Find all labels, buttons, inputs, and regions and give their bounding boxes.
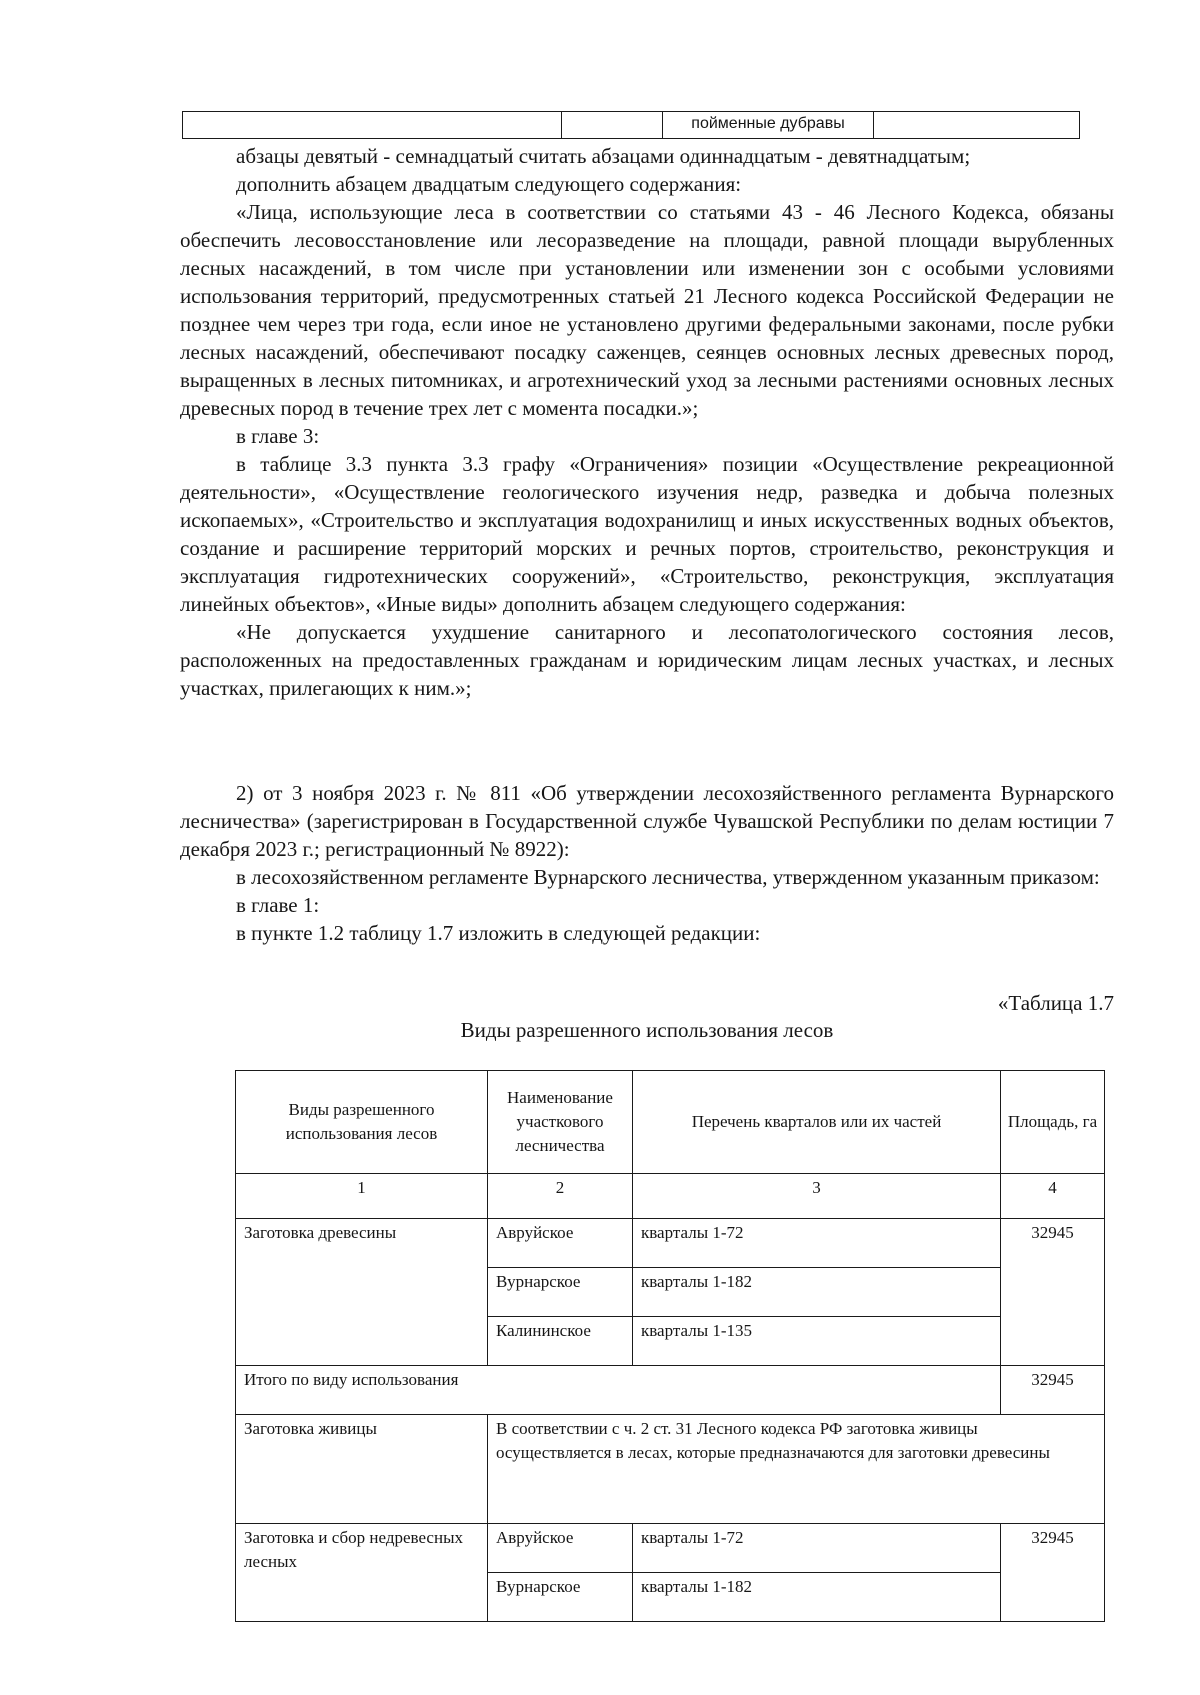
quarters-cell: кварталы 1-72 bbox=[633, 1524, 1001, 1573]
note-cell: В соответствии с ч. 2 ст. 31 Лесного кодекса РФ заготовка живицы осуществляется в лесах, которые предназначаются для заготовки древесины bbox=[488, 1415, 1105, 1524]
forestry-cell: Вурнарское bbox=[488, 1573, 633, 1622]
column-number: 4 bbox=[1001, 1174, 1105, 1219]
total-area: 32945 bbox=[1001, 1366, 1105, 1415]
forestry-cell: Вурнарское bbox=[488, 1268, 633, 1317]
forestry-cell: Авруйское bbox=[488, 1524, 633, 1573]
table-cell bbox=[183, 112, 562, 138]
table-cell: пойменные дубравы bbox=[663, 112, 874, 138]
use-kind-cell: Заготовка древесины bbox=[236, 1219, 488, 1366]
paragraph: «Не допускается ухудшение санитарного и лесопатологического состояния лесов, расположенных на предоставленных гражданам и юридическим лицам лесных участках, и лесных участках, прилегающих к ним.»; bbox=[180, 620, 1114, 700]
quarters-cell: кварталы 1-72 bbox=[633, 1219, 1001, 1268]
paragraph: в главе 3: bbox=[236, 424, 320, 448]
area-cell: 32945 bbox=[1001, 1219, 1105, 1366]
paragraph: в пункте 1.2 таблицу 1.7 изложить в следующей редакции: bbox=[236, 921, 761, 945]
column-number: 3 bbox=[633, 1174, 1001, 1219]
use-kind-cell: Заготовка и сбор недревесных лесных bbox=[236, 1524, 488, 1622]
table-row bbox=[236, 1415, 1105, 1524]
column-number-row bbox=[236, 1174, 1105, 1219]
table-header-row bbox=[236, 1071, 1105, 1174]
forestry-cell: Авруйское bbox=[488, 1219, 633, 1268]
header-cell: Виды разрешенного использования лесов bbox=[236, 1071, 488, 1174]
table-row bbox=[236, 1219, 1105, 1268]
paragraph: 2) от 3 ноября 2023 г. № 811 «Об утверждении лесохозяйственного регламента Вурнарского лесничества» (зарегистрирован в Государственной службе Чувашской Республики по делам юстиции 7 декабря 2023 г.; регистрационный № 8922): bbox=[180, 781, 1114, 861]
quarters-cell: кварталы 1-135 bbox=[633, 1317, 1001, 1366]
paragraph: в лесохозяйственном регламенте Вурнарского лесничества, утвержденном указанным приказом: bbox=[236, 865, 1100, 889]
quarters-cell: кварталы 1-182 bbox=[633, 1573, 1001, 1622]
quarters-cell: кварталы 1-182 bbox=[633, 1268, 1001, 1317]
column-number: 2 bbox=[488, 1174, 633, 1219]
total-row bbox=[236, 1366, 1105, 1415]
paragraph: «Лица, использующие леса в соответствии со статьями 43 - 46 Лесного Кодекса, обязаны обеспечить лесовосстановление или лесоразведение на площади, равной площади вырубленных лесных насаждений, в том числе при установлении или изменении зон с особыми условиями использования территорий, предусмотренных статьей 21 Лесного кодекса Российской Федерации не позднее чем через три года, если иное не установлено другими федеральными законами, после рубки лесных насаждений, обеспечивают посадку саженцев, сеянцев основных лесных древесных пород, выращенных в лесных питомниках, и агротехнический уход за лесными растениями основных лесных древесных пород в течение трех лет с момента посадки.»; bbox=[180, 200, 1114, 420]
paragraph: в главе 1: bbox=[236, 893, 320, 917]
use-kind-cell: Заготовка живицы bbox=[236, 1415, 488, 1524]
amendments-block-2 bbox=[180, 779, 1114, 947]
table-cell bbox=[874, 112, 1079, 138]
paragraph: в таблице 3.3 пункта 3.3 графу «Ограничения» позиции «Осуществление рекреационной деятельности», «Осуществление геологического изучения недр, разведка и добыча полезных ископаемых», «Строительство и эксплуатация водохранилищ и иных искусственных водных объектов, создание и расширение территорий морских и речных портов, строительство, реконструкция и эксплуатация гидротехнических сооружений», «Строительство, реконструкция, эксплуатация линейных объектов», «Иные виды» дополнить абзацем следующего содержания: bbox=[180, 452, 1114, 616]
table-cell bbox=[562, 112, 663, 138]
previous-table-fragment bbox=[182, 111, 1080, 139]
forest-use-table bbox=[235, 1070, 1105, 1622]
amendments-block-1 bbox=[180, 142, 1114, 702]
total-label: Итого по виду использования bbox=[236, 1366, 1001, 1415]
paragraph: дополнить абзацем двадцатым следующего содержания: bbox=[236, 172, 742, 196]
paragraph: абзацы девятый - семнадцатый считать абзацами одиннадцатым - девятнадцатым; bbox=[236, 144, 971, 168]
header-cell: Площадь, га bbox=[1001, 1071, 1105, 1174]
column-number: 1 bbox=[236, 1174, 488, 1219]
table-title: Виды разрешенного использования лесов bbox=[460, 1018, 834, 1042]
table-caption: «Таблица 1.7 bbox=[997, 991, 1114, 1015]
area-cell: 32945 bbox=[1001, 1524, 1105, 1622]
forestry-cell: Калининское bbox=[488, 1317, 633, 1366]
header-cell: Перечень кварталов или их частей bbox=[633, 1071, 1001, 1174]
header-cell: Наименование участкового лесничества bbox=[488, 1071, 633, 1174]
table-row bbox=[236, 1524, 1105, 1573]
